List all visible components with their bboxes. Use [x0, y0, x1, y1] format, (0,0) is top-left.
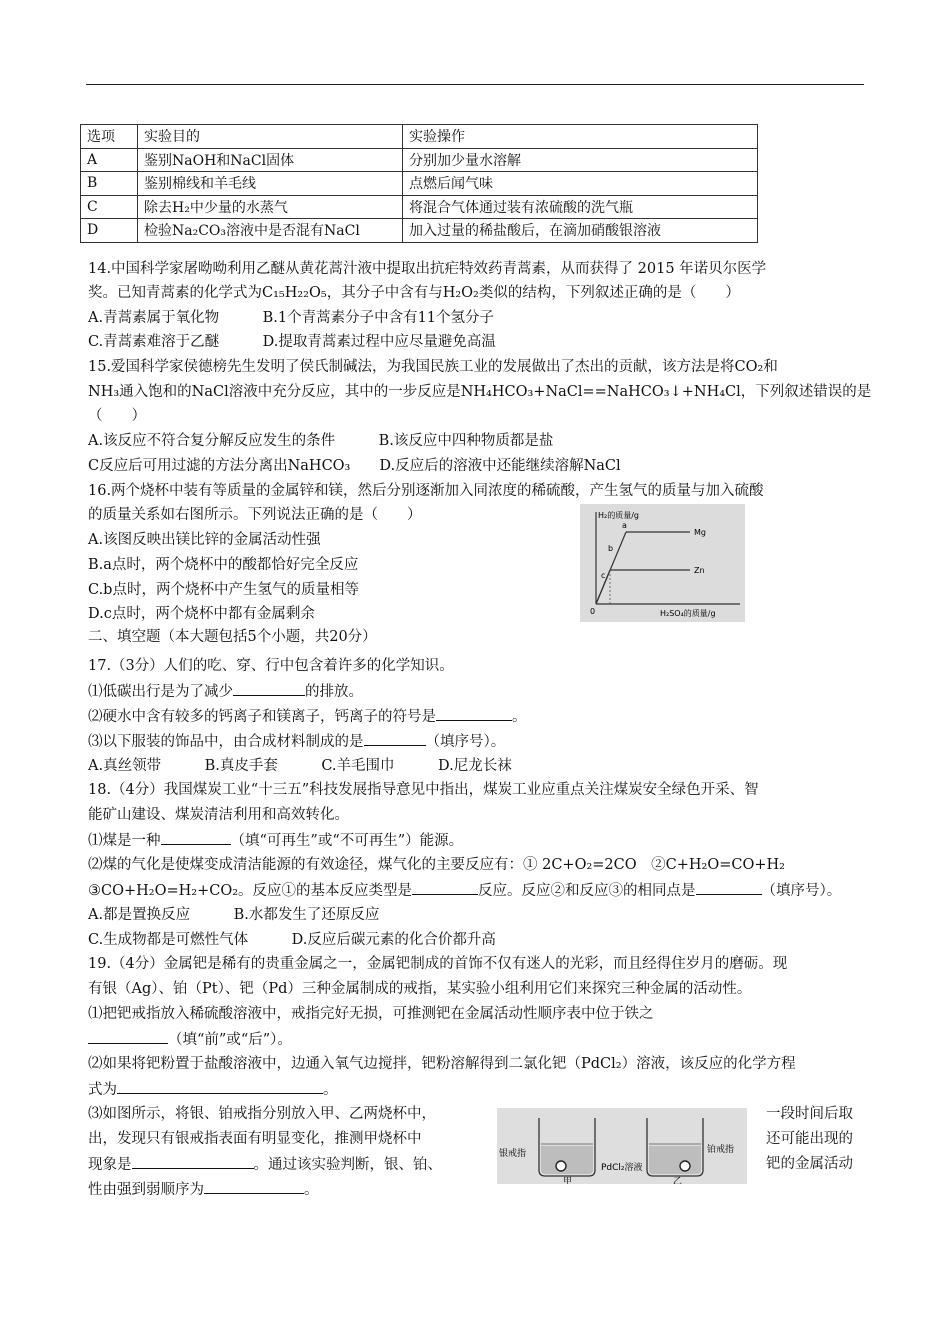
graph-origin-label: 0	[590, 607, 596, 616]
answer-blank[interactable]	[117, 1079, 323, 1094]
label-silver-ring: 银戒指	[499, 1149, 527, 1159]
label-platinum-ring: 铂戒指	[707, 1145, 735, 1155]
q17-part2: ⑵硬水中含有较多的钙离子和镁离子，钙离子的符号是 。	[88, 706, 527, 727]
table-cell: 加入过量的稀盐酸后，在滴加硝酸银溶液	[403, 219, 758, 243]
q19-part3-line3-left: 现象是 。通过该实验判断，银、铂、	[88, 1154, 442, 1175]
table-cell: D	[81, 219, 138, 243]
q16-stem-line1: 16.两个烧杯中装有等质量的金属锌和镁，然后分别逐渐加入同浓度的稀硫酸，产生氢气的质量与加入硫酸	[88, 483, 764, 499]
q15-stem-line2: NH₃通入饱和的NaCl溶液中充分反应，其中的一步反应是NH₄HCO₃+NaCl==NaHCO₃↓+NH₄Cl，下列叙述错误的是	[88, 384, 872, 400]
header-rule	[86, 84, 864, 85]
section-heading: 二、填空题（本大题包括5个小题，共20分）	[88, 629, 377, 645]
q19-part3-line1-left: ⑶如图所示，将银、铂戒指分别放入甲、乙两烧杯中，	[88, 1106, 436, 1122]
q18-stem-line2: 能矿山建设、煤炭清洁利用和高效转化。	[88, 807, 349, 823]
label-beaker-b: 乙	[673, 1177, 683, 1184]
table-cell: 点燃后闻气味	[403, 172, 758, 196]
q19-stem-line1: 19.（4分）金属钯是稀有的贵重金属之一，金属钯制成的首饰不仅有迷人的光彩，而且经得住岁月的磨砺。现	[88, 956, 788, 972]
q17-part1: ⑴低碳出行是为了减少 的排放。	[88, 681, 363, 702]
q16-option-b: B.a点时，两个烧杯中的酸都恰好完全反应	[88, 557, 359, 573]
q18-options-cd: C.生成物都是可燃性气体 D.反应后碳元素的化合价都升高	[88, 932, 496, 948]
table-cell: 除去H₂中少量的水蒸气	[138, 195, 403, 219]
answer-blank[interactable]	[132, 1154, 254, 1169]
answer-blank[interactable]	[412, 880, 478, 895]
graph-y-label: H₂的质量/g	[598, 511, 639, 520]
q19-part2-line1: ⑵如果将钯粉置于盐酸溶液中，边通入氧气边搅拌，钯粉溶解得到二氯化钯（PdCl₂）溶液，该反应的化学方程	[88, 1056, 796, 1072]
q18-options-ab: A.都是置换反应 B.水都发生了还原反应	[88, 907, 380, 923]
q16-option-d: D.c点时，两个烧杯中都有金属剩余	[88, 606, 315, 622]
q14-stem-line1: 14.中国科学家屠呦呦利用乙醚从黄花蒿汁液中提取出抗疟特效药青蒿素，从而获得了 2015 年诺贝尔医学	[88, 261, 767, 277]
options-table	[80, 124, 758, 243]
q16-stem-line2: 的质量关系如右图所示。下列说法正确的是（ ）	[88, 507, 422, 523]
q17-part3: ⑶以下服装的饰品中，由合成材料制成的是 （填序号）。	[88, 731, 505, 752]
table-cell: 检验Na₂CO₃溶液中是否混有NaCl	[138, 219, 403, 243]
q19-part2-line2: 式为 。	[88, 1079, 338, 1100]
table-header: 实验目的	[138, 125, 403, 149]
table-header: 选项	[81, 125, 138, 149]
q18-stem-line1: 18.（4分）我国煤炭工业“十三五”科技发展指导意见中指出，煤炭工业应重点关注煤炭安全绿色开采、智	[88, 782, 759, 798]
q14-options-ab: A.青蒿素属于氧化物 B.1个青蒿素分子中含有11个氢分子	[88, 310, 495, 326]
q19-part1-line1: ⑴把钯戒指放入稀硫酸溶液中，戒指完好无损，可推测钯在金属活动性顺序表中位于铁之	[88, 1006, 654, 1022]
q18-part2-line2: ③CO+H₂O=H₂+CO₂。反应①的基本反应类型是 反应。反应②和反应③的相同点是 （填序号）。	[88, 880, 841, 901]
table-cell: 分别加少量水溶解	[403, 148, 758, 172]
q15-options-ab: A.该反应不符合复分解反应发生的条件 B.该反应中四种物质都是盐	[88, 433, 554, 449]
answer-blank[interactable]	[204, 1179, 304, 1194]
q19-stem-line2: 有银（Ag）、铂（Pt）、钯（Pd）三种金属制成的戒指，某实验小组利用它们来探究三种金属的活动性。	[88, 981, 752, 997]
q16-option-c: C.b点时，两个烧杯中产生氢气的质量相等	[88, 582, 359, 598]
q17-stem: 17.（3分）人们的吃、穿、行中包含着许多的化学知识。	[88, 658, 454, 674]
table-cell: 将混合气体通过装有浓硫酸的洗气瓶	[403, 195, 758, 219]
q18-part2-line1: ⑵煤的气化是使煤变成清洁能源的有效途径，煤气化的主要反应有：① 2C+O₂=2CO ②C+H₂O=CO+H₂	[88, 857, 785, 873]
q14-stem-line2: 奖。已知青蒿素的化学式为C₁₅H₂₂O₅，其分子中含有与H₂O₂类似的结构，下列叙述正确的是（ ）	[88, 285, 740, 301]
q19-part3-line2-left: 出，发现只有银戒指表面有明显变化，推测甲烧杯中	[88, 1131, 422, 1147]
table-cell: 鉴别NaOH和NaCl固体	[138, 148, 403, 172]
label-solution: PdCl₂溶液	[601, 1163, 643, 1173]
table-row	[81, 148, 758, 172]
answer-blank[interactable]	[233, 681, 305, 696]
q18-part1: ⑴煤是一种 （填“可再生”或“不可再生”）能源。	[88, 830, 463, 851]
q19-part1-line2: （填“前”或“后”）。	[88, 1029, 292, 1050]
q17-options: A.真丝领带 B.真皮手套 C.羊毛围巾 D.尼龙长袜	[88, 758, 512, 774]
q14-options-cd: C.青蒿素难溶于乙醚 D.提取青蒿素过程中应尽量避免高温	[88, 334, 496, 350]
table-cell: 鉴别棉线和羊毛线	[138, 172, 403, 196]
answer-blank[interactable]	[436, 706, 512, 721]
table-header: 实验操作	[403, 125, 758, 149]
q15-options-cd: C反应后可用过滤的方法分离出NaHCO₃ D.反应后的溶液中还能继续溶解NaCl	[88, 458, 621, 474]
table-row	[81, 125, 758, 149]
beakers-figure	[497, 1108, 747, 1184]
graph-point-c: c	[601, 571, 606, 580]
graph-point-b: b	[608, 544, 614, 553]
answer-blank[interactable]	[161, 830, 231, 845]
q15-stem-line1: 15.爱国科学家侯德榜先生发明了侯氏制碱法，为我国民族工业的发展做出了杰出的贡献，该方法是将CO₂和	[88, 359, 778, 375]
graph-x-label: H₂SO₄的质量/g	[660, 609, 716, 618]
q19-part3-line4: 性由强到弱顺序为 。	[88, 1179, 319, 1200]
answer-blank[interactable]	[696, 880, 762, 895]
table-cell: C	[81, 195, 138, 219]
graph-series-mg: Mg	[694, 528, 706, 537]
label-beaker-a: 甲	[563, 1177, 573, 1184]
hydrogen-mass-graph	[580, 504, 745, 622]
table-row	[81, 172, 758, 196]
q16-option-a: A.该图反映出镁比锌的金属活动性强	[88, 532, 321, 548]
answer-blank[interactable]	[364, 731, 426, 746]
table-row	[81, 195, 758, 219]
answer-blank[interactable]	[88, 1029, 168, 1044]
q19-part3-line2-right: 还可能出现的	[766, 1131, 853, 1147]
table-row	[81, 219, 758, 243]
graph-point-a: a	[622, 521, 627, 530]
q15-answer-bracket: （ ）	[88, 408, 146, 424]
graph-series-zn: Zn	[694, 566, 705, 575]
table-cell: B	[81, 172, 138, 196]
table-cell: A	[81, 148, 138, 172]
q19-part3-line1-right: 一段时间后取	[766, 1106, 853, 1122]
q19-part3-line3-right: 钯的金属活动	[766, 1156, 853, 1172]
